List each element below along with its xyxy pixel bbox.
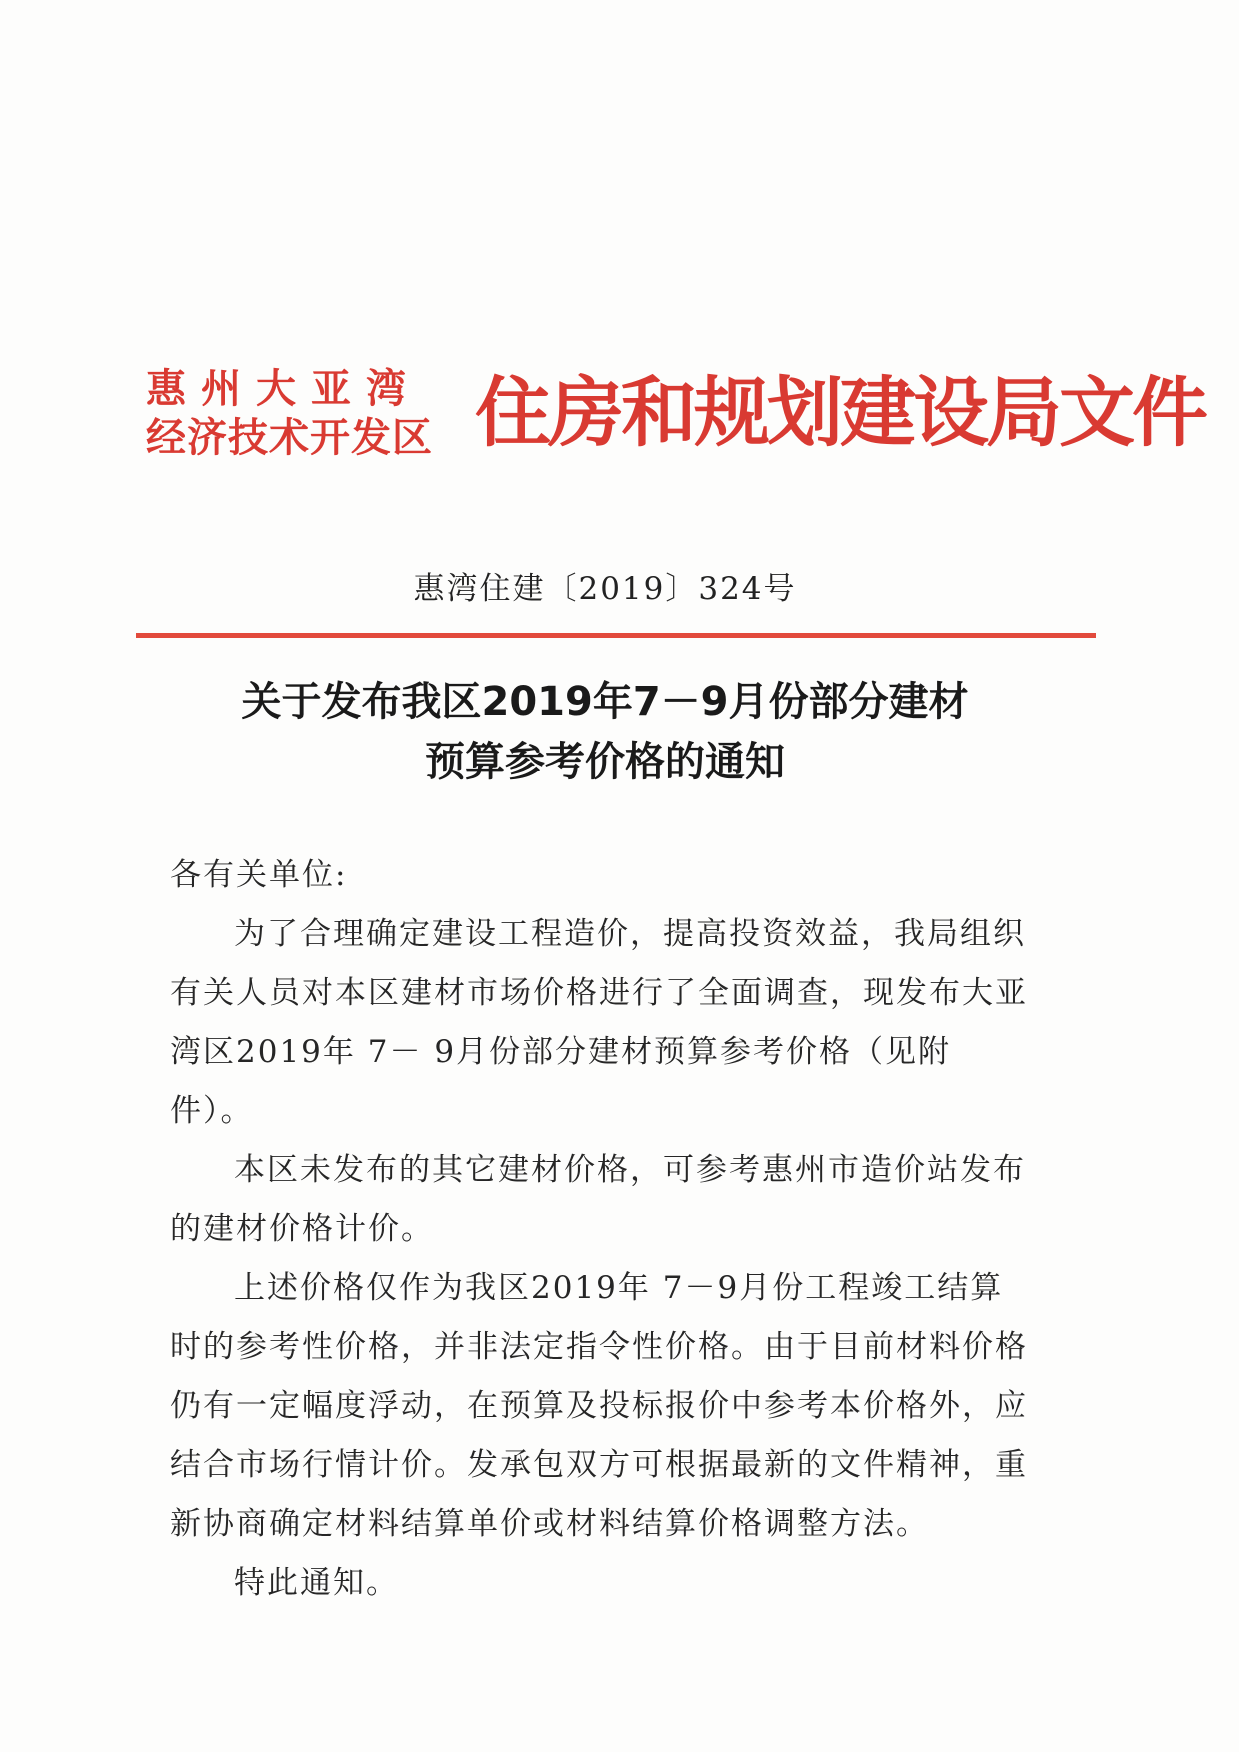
issuing-organization xyxy=(146,365,456,463)
notice-body xyxy=(170,846,1030,1613)
closing-remark: 特此通知。 xyxy=(234,1565,399,1601)
title-line1: 关于发布我区2019年7－9月份部分建材 xyxy=(241,679,969,725)
document-number: 惠湾住建〔2019〕324号 xyxy=(413,571,797,607)
header-divider xyxy=(136,633,1096,638)
body-paragraph: 上述价格仅作为我区2019年 7－9月份工程竣工结算时的参考性价格，并非法定指令性价格。由于目前材料价格仍有一定幅度浮动，在预算及投标报价中参考本价格外，应结合市场行情计价。发承包双方可根据最新的文件精神，重新协商确定材料结算单价或材料结算价格调整方法。 xyxy=(170,1270,1028,1542)
document-header xyxy=(0,355,1239,475)
document-type-title: 住房和规划建设局文件 xyxy=(475,368,1205,457)
notice-title xyxy=(0,672,1210,792)
org-name-line2: 经济技术开发区 xyxy=(146,415,433,461)
salutation: 各有关单位: xyxy=(170,857,348,893)
body-paragraph: 本区未发布的其它建材价格，可参考惠州市造价站发布的建材价格计价。 xyxy=(170,1152,1026,1247)
title-line2: 预算参考价格的通知 xyxy=(425,739,785,785)
org-name-line1: 惠州大亚湾 xyxy=(146,366,421,412)
body-paragraph: 为了合理确定建设工程造价，提高投资效益，我局组织有关人员对本区建材市场价格进行了全面调查，现发布大亚湾区2019年 7－ 9月份部分建材预算参考价格（见附件）。 xyxy=(170,916,1028,1129)
